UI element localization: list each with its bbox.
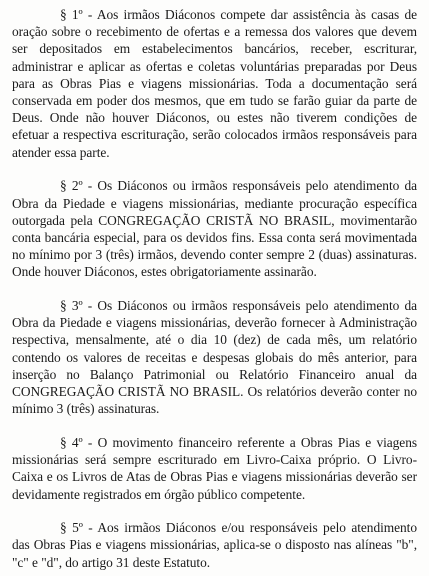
paragraph-2: § 2º - Os Diáconos ou irmãos responsáveis pelo atendimento da Obra da Piedade e viagens missionárias, mediante procuração específica outorgada pela CONGREGAÇÃO CRISTÃ NO BRASIL, movimentarão conta bancária especial, para os devidos fins. Essa conta será movimentada no mínimo por 3 (três) irmãos, devendo conter sempre 2 (duas) assinaturas. Onde houver Diáconos, estes obrigatoriamente assinarão. <box>12 178 417 280</box>
paragraph-3: § 3º - Os Diáconos ou irmãos responsáveis pelo atendimento da Obra da Piedade e viagens missionárias, deverão fornecer à Administração respectiva, mensalmente, até o dia 10 (dez) de cada mês, um relatório contendo os valores de receitas e despesas globais do mês anterior, para inserção no Balanço Patrimonial ou Relatório Financeiro anual da CONGREGAÇÃO CRISTÃ NO BRASIL. Os relatórios deverão conter no mínimo 3 (três) assinaturas. <box>12 298 417 417</box>
paragraph-4: § 4º - O movimento financeiro referente a Obras Pias e viagens missionárias será sempre escriturado em Livro-Caixa próprio. O Livro-Caixa e os Livros de Atas de Obras Pias e viagens missionárias deverão ser devidamente registrados em órgão público competente. <box>12 434 417 502</box>
paragraph-5: § 5º - Aos irmãos Diáconos e/ou responsáveis pelo atendimento das Obras Pias e viagens missionárias, aplica-se o disposto nas alíneas "b", "c" e "d", do artigo 31 deste Estatuto. <box>12 520 417 570</box>
paragraph-1: § 1º - Aos irmãos Diáconos compete dar assistência às casas de oração sobre o recebimento de ofertas e a remessa dos valores que devem ser depositados em estabelecimentos bancários, receber, escriturar, administrar e aplicar as ofertas e coletas voluntárias preparadas por Deus para as Obras Pias e viagens missionárias. Toda a documentação será conservada em poder dos mesmos, que em tudo se farão guiar da parte de Deus. Onde não houver Diáconos, ou estes não tiverem condições de efetuar a respectiva escrituração, serão colocados irmãos responsáveis para atender essa parte. <box>12 7 417 160</box>
